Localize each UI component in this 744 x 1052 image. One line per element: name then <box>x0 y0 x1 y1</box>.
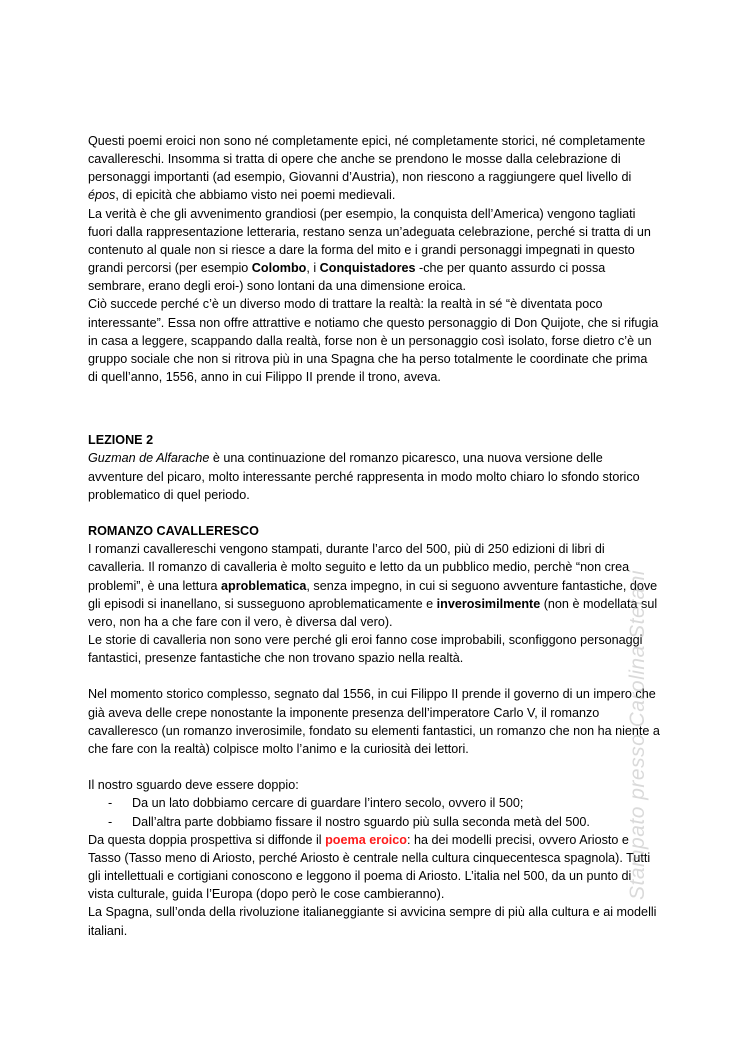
paragraph-romanzi: I romanzi cavallereschi vengono stampati, durante l’arco del 500, più di 250 edizioni di libri di cavalleria. Il romanzo di cavalleria è molto seguito e letto da un pubblico medio, perchè “non crea problemi”, è una lettura aproblematica, senza impegno, in cui si seguono avventure fantastiche, dove gli episodi si inanellano, si susseguono aproblematicamente e inverosimilmente (non è modellata sul vero, non ha a che fare con il vero, è diversa dal vero). <box>88 542 658 629</box>
paragraph-storie: Le storie di cavalleria non sono vere perché gli eroi fanno cose improbabili, sconfiggono personaggi fantastici, presenze fantastiche che non trovano spazio nella realtà. <box>88 633 643 666</box>
paragraph-spagna: La Spagna, sull’onda della rivoluzione italianeggiante si avvicina sempre di più alla cultura e ai modelli italiani. <box>88 905 657 938</box>
bold-conquistadores: Conquistadores <box>319 261 416 276</box>
highlight-poema-eroico: poema eroico <box>325 832 407 847</box>
paragraph-intro: Questi poemi eroici non sono né completamente epici, né completamente storici, né completamente cavallereschi. Insomma si tratta di opere che anche se prendono le mosse dalla celebrazione di personaggi importanti (ad esempio, Giovanni d’Austria), non riescono a raggiungere quel livello di épos, di epicità che abbiamo visto nei poemi medievali. <box>88 134 646 203</box>
heading-romanzo-cavalleresco: ROMANZO CAVALLERESCO <box>88 524 259 539</box>
dash-bullet: - <box>108 796 113 811</box>
list-item: - Dall’altra parte dobbiamo fissare il nostro sguardo più sulla seconda metà del 500. <box>88 813 660 831</box>
list-item: - Da un lato dobbiamo cercare di guardare l’intero secolo, ovvero il 500; <box>88 794 660 812</box>
paragraph-realta: Ciò succede perché c’è un diverso modo di trattare la realtà: la realtà in sé “è diventata poco interessante”. Essa non offre attrattive e notiamo che questo personaggio di Don Quijote, che si rifugia in casa a leggere, scappando dalla realtà, forse non è un personaggio così isolato, forse dietro c’è un gruppo sociale che non si ritrova più in una Spagna che ha perso totalmente le coordinate che prima di quell’anno, 1556, anno in cui Filippo II prende il trono, aveva. <box>88 297 659 385</box>
bold-inverosimilmente: inverosimilmente <box>436 596 541 611</box>
emphasis-epos: épos <box>88 188 116 203</box>
watermark: Stampato presso Carolina Stefani <box>626 569 649 900</box>
paragraph-poema-eroico: Da questa doppia prospettiva si diffonde il poema eroico: ha dei modelli precisi, ovvero Ariosto e Tasso (Tasso meno di Ariosto, perché Ariosto è centrale nella cultura cinquecentesca spagnola). Tutti gli intellettuali e cortigiani conoscono e leggono il poema di Ariosto. L’italia nel 500, da un punto di vista culturale, guida l’Europa (dopo però le cose cambieranno). <box>88 832 651 902</box>
paragraph-sguardo: Il nostro sguardo deve essere doppio: <box>88 778 299 793</box>
paragraph-momento-storico: Nel momento storico complesso, segnato dal 1556, in cui Filippo II prende il governo di un impero che già aveva delle crepe nonostante la imponente presenza dell’imperatore Carlo V, il romanzo cavalleresco (un romanzo inverosimile, fondato su elementi fantastici, un romanzo che non ha niente a che fare con la realtà) colpisce molto l’animo e la curiosità dei lettori. <box>88 687 660 756</box>
bold-aproblematica: aproblematica <box>221 578 307 593</box>
paragraph-verita: La verità è che gli avvenimento grandiosi (per esempio, la conquista dell’America) vengono tagliati fuori dalla rappresentazione letteraria, restano senza un’adeguata celebrazione, perché si tratta di un contenuto al quale non si riesce a dare la forma del mito e i grandi personaggi impegnati in questo grandi percorsi (per esempio Colombo, i Conquistadores -che per quanto assurdo ci possa sembrare, erano degli eroi-) sono lontani da una dimensione eroica. <box>88 206 651 294</box>
heading-lezione-2: LEZIONE 2 <box>88 433 154 448</box>
bold-colombo: Colombo <box>251 261 307 276</box>
paragraph-guzman: Guzman de Alfarache è una continuazione del romanzo picaresco, una nuova versione delle avventure del picaro, molto interessante perché rappresenta in modo molto chiaro lo sfondo storico problematico di quel periodo. <box>88 451 640 502</box>
emphasis-guzman-title: Guzman de Alfarache <box>88 451 210 466</box>
dash-bullet: - <box>108 814 113 829</box>
document-body <box>88 132 660 940</box>
dash-list <box>88 794 660 830</box>
